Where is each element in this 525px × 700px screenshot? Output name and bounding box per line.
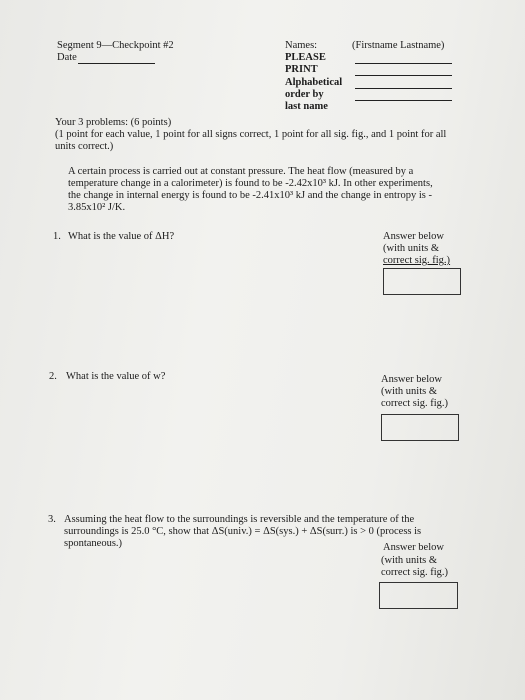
name-line-3[interactable] — [355, 88, 452, 89]
scoring-rules-line-2: units correct.) — [55, 141, 114, 152]
question-1-number: 1. — [53, 231, 61, 242]
answer-box-2[interactable] — [381, 414, 459, 441]
answer-instructions-line-3: correct sig. fig.) — [381, 398, 449, 409]
name-line-4[interactable] — [355, 100, 452, 101]
scenario-line-3: the change in internal energy is found to be -2.41x10³ kJ and the change in entropy is - — [68, 190, 432, 201]
question-2-text: What is the value of w? — [66, 371, 166, 382]
question-1-text: What is the value of ΔH? — [68, 231, 175, 242]
question-3-text-line-1: Assuming the heat flow to the surroundings is reversible and the temperature of the — [64, 514, 415, 525]
question-2-number: 2. — [49, 371, 57, 382]
order-by-label: order by — [285, 89, 324, 100]
scenario-line-4: 3.85x10² J/K. — [68, 202, 126, 213]
names-label: Names: — [285, 40, 318, 51]
answer-instructions-line-1: Answer below — [381, 374, 442, 385]
question-3-text-line-3: spontaneous.) — [64, 538, 123, 549]
answer-box-3[interactable] — [379, 582, 458, 609]
answer-instructions-line-3: correct sig. fig.) — [383, 255, 451, 266]
question-3-text-line-2: surroundings is 25.0 °C, show that ΔS(univ.) = ΔS(sys.) + ΔS(surr.) is > 0 (process is — [64, 526, 422, 537]
please-label: PLEASE — [285, 52, 326, 63]
answer-instructions-line-2: (with units & — [381, 555, 438, 566]
scoring-rules-line: (1 point for each value, 1 point for all signs correct, 1 point for all sig. fig., and 1 point for all — [55, 129, 447, 140]
answer-instructions-line-1: Answer below — [383, 542, 444, 553]
question-3-number: 3. — [48, 514, 56, 525]
answer-instructions-line-1: Answer below — [383, 231, 444, 242]
problems-points-line: Your 3 problems: (6 points) — [55, 117, 172, 128]
date-blank-line[interactable] — [78, 63, 155, 64]
scenario-line-2: temperature change in a calorimeter) is found to be -2.42x10³ kJ. In other experiments, — [68, 178, 433, 189]
scenario-line-1: A certain process is carried out at constant pressure. The heat flow (measured by a — [68, 166, 414, 177]
alphabetical-label: Alphabetical — [285, 77, 343, 88]
last-name-label: last name — [285, 101, 328, 112]
answer-instructions-line-2: (with units & — [383, 243, 440, 254]
firstname-lastname-note: (Firstname Lastname) — [352, 40, 445, 51]
segment-title: Segment 9—Checkpoint #2 — [57, 40, 174, 51]
answer-instructions-line-3: correct sig. fig.) — [381, 567, 449, 578]
name-line-2[interactable] — [355, 75, 452, 76]
answer-box-1[interactable] — [383, 268, 461, 295]
answer-instructions-line-2: (with units & — [381, 386, 438, 397]
name-line-1[interactable] — [355, 63, 452, 64]
date-label: Date — [57, 52, 77, 63]
print-label: PRINT — [285, 64, 318, 75]
